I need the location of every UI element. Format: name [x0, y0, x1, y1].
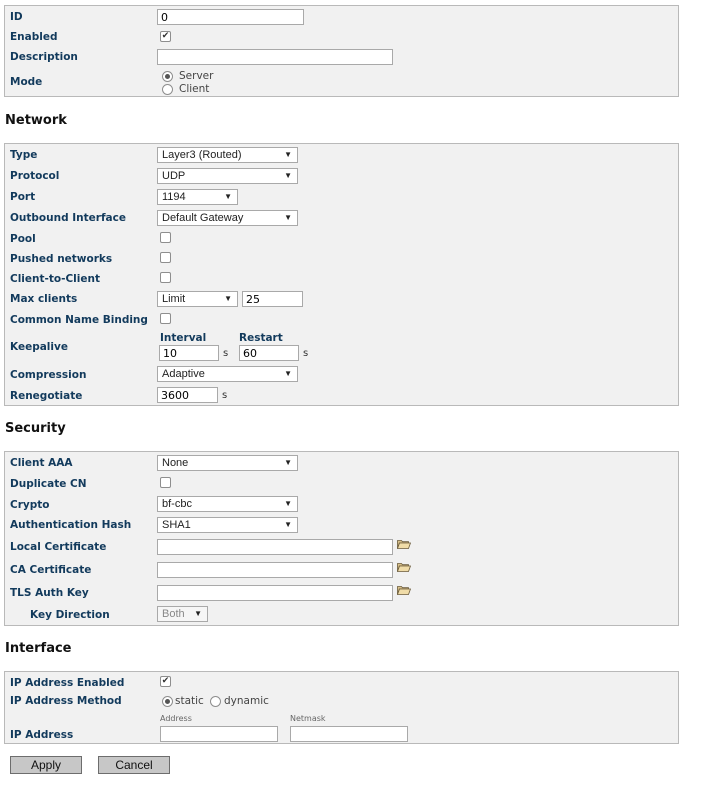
authentication-hash-select[interactable]: SHA1 ▼ [157, 517, 298, 533]
restart-input[interactable] [239, 345, 299, 361]
enabled-checkbox[interactable]: ✔ [161, 31, 170, 41]
key-direction-select[interactable]: Both ▼ [157, 606, 208, 622]
tls-auth-key-label: TLS Auth Key [10, 587, 89, 599]
authentication-hash-label: Authentication Hash [10, 519, 132, 531]
interval-unit: s [223, 348, 229, 359]
chevron-down-icon: ▼ [284, 150, 292, 159]
interface-heading: Interface [5, 641, 72, 656]
tls-auth-key-input[interactable] [157, 585, 393, 601]
chevron-down-icon: ▼ [224, 294, 232, 303]
crypto-select[interactable]: bf-cbc ▼ [157, 496, 298, 512]
apply-button[interactable]: Apply [10, 756, 82, 774]
protocol-label: Protocol [10, 170, 60, 182]
interval-input[interactable] [159, 345, 219, 361]
ip-address-method-label: IP Address Method [10, 695, 122, 707]
description-label: Description [10, 51, 78, 63]
general-panel [4, 5, 679, 97]
compression-label: Compression [10, 369, 87, 381]
chevron-down-icon: ▼ [284, 499, 292, 508]
description-input[interactable] [157, 49, 393, 65]
local-certificate-input[interactable] [157, 539, 393, 555]
mode-client-radio[interactable] [162, 84, 173, 95]
renegotiate-input[interactable] [157, 387, 218, 403]
client-to-client-checkbox[interactable] [160, 272, 171, 283]
folder-open-icon[interactable] [397, 539, 411, 549]
folder-open-icon[interactable] [397, 585, 411, 595]
ca-certificate-input[interactable] [157, 562, 393, 578]
restart-label: Restart [239, 332, 283, 344]
max-clients-label: Max clients [10, 293, 78, 305]
renegotiate-unit: s [222, 390, 228, 401]
outbound-interface-label: Outbound Interface [10, 212, 126, 224]
pushed-networks-label: Pushed networks [10, 253, 113, 265]
mode-label: Mode [10, 76, 43, 88]
network-panel [4, 143, 679, 406]
pool-checkbox[interactable] [160, 232, 171, 243]
ip-address-enabled-checkbox[interactable]: ✔ [161, 676, 170, 686]
ip-method-dynamic-radio[interactable] [210, 696, 221, 707]
ip-address-label: IP Address [10, 729, 74, 741]
chevron-down-icon: ▼ [284, 171, 292, 180]
protocol-select[interactable]: UDP ▼ [157, 168, 298, 184]
common-name-binding-checkbox[interactable] [160, 313, 171, 324]
pushed-networks-checkbox[interactable] [160, 252, 171, 263]
crypto-label: Crypto [10, 499, 50, 511]
keepalive-label: Keepalive [10, 341, 68, 353]
ip-address-enabled-label: IP Address Enabled [10, 677, 125, 689]
renegotiate-label: Renegotiate [10, 390, 83, 402]
mode-client-label: Client [179, 83, 210, 95]
security-heading: Security [5, 421, 66, 436]
outbound-interface-select[interactable]: Default Gateway ▼ [157, 210, 298, 226]
restart-unit: s [303, 348, 309, 359]
id-input[interactable] [157, 9, 304, 25]
mode-server-radio[interactable] [162, 71, 173, 82]
duplicate-cn-checkbox[interactable] [160, 477, 171, 488]
duplicate-cn-label: Duplicate CN [10, 478, 87, 490]
chevron-down-icon: ▼ [284, 213, 292, 222]
enabled-label: Enabled [10, 31, 58, 43]
chevron-down-icon: ▼ [284, 458, 292, 467]
type-select[interactable]: Layer3 (Routed) ▼ [157, 147, 298, 163]
key-direction-label: Key Direction [30, 609, 110, 621]
ip-method-static-label: static [175, 695, 204, 707]
client-aaa-label: Client AAA [10, 457, 73, 469]
netmask-caption: Netmask [290, 714, 326, 723]
folder-open-icon[interactable] [397, 562, 411, 572]
client-to-client-label: Client-to-Client [10, 273, 100, 285]
chevron-down-icon: ▼ [194, 609, 202, 618]
mode-server-label: Server [179, 70, 214, 82]
chevron-down-icon: ▼ [284, 520, 292, 529]
interval-label: Interval [160, 332, 207, 344]
id-label: ID [10, 11, 23, 23]
max-clients-input[interactable] [242, 291, 303, 307]
ip-method-static-radio[interactable] [162, 696, 173, 707]
type-label: Type [10, 149, 38, 161]
port-select[interactable]: 1194 ▼ [157, 189, 238, 205]
ip-method-dynamic-label: dynamic [224, 695, 269, 707]
netmask-input[interactable] [290, 726, 408, 742]
security-panel [4, 451, 679, 626]
ip-address-input[interactable] [160, 726, 278, 742]
chevron-down-icon: ▼ [284, 369, 292, 378]
client-aaa-select[interactable]: None ▼ [157, 455, 298, 471]
compression-select[interactable]: Adaptive ▼ [157, 366, 298, 382]
interface-panel [4, 671, 679, 744]
max-clients-mode-select[interactable]: Limit ▼ [157, 291, 238, 307]
common-name-binding-label: Common Name Binding [10, 314, 148, 326]
chevron-down-icon: ▼ [224, 192, 232, 201]
pool-label: Pool [10, 233, 36, 245]
local-certificate-label: Local Certificate [10, 541, 107, 553]
cancel-button[interactable]: Cancel [98, 756, 170, 774]
ca-certificate-label: CA Certificate [10, 564, 92, 576]
port-label: Port [10, 191, 36, 203]
address-caption: Address [160, 714, 192, 723]
network-heading: Network [5, 113, 67, 128]
